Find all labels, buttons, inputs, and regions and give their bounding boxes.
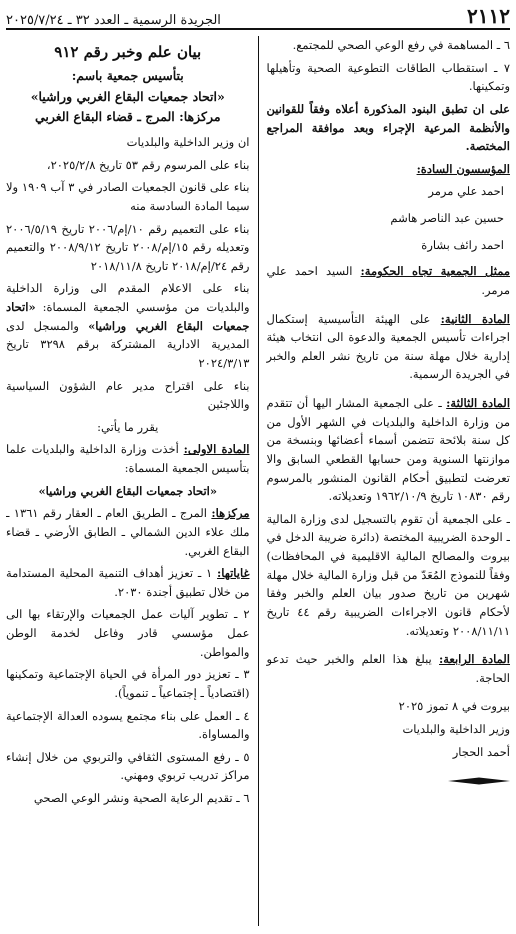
application-note: على ان تطبق البنود المذكورة أعلاه وفقاً للقوانين والأنظمة المرعية الإجراء وبعد موافقة المراجع المختصة. xyxy=(266,101,510,154)
signer-title: وزير الداخلية والبلديات xyxy=(402,722,510,736)
goal-3: ٣ ـ تعزيز دور المرأة في الحياة الإجتماعية وتمكينها (اقتصادياً ـ إجتماعياً ـ تنموياً). xyxy=(6,667,250,700)
association-name-inline: «اتحاد جمعيات البقاع الغربي وراشيا» xyxy=(6,300,250,333)
goal-5: ٥ ـ رفع المستوى الثقافي والتربوي من خلال إنشاء مراكز تدريب تربوي ومهني. xyxy=(6,749,250,783)
decides-heading: يقرر ما يأتي: xyxy=(97,419,159,434)
article-3-label: المادة الثالثة: xyxy=(446,396,510,410)
goal-4: ٤ ـ العمل على بناء مجتمع يسوده العدالة الإجتماعية والمساواة. xyxy=(6,708,250,742)
goal-7: ٧ ـ استقطاب الطاقات التطوعية الصحية وتأهيلها وتمكينها. xyxy=(266,60,510,94)
founders-label: المؤسسون السادة: xyxy=(416,161,510,176)
issue-info: الجريدة الرسمية ـ العدد ٣٢ ـ ٢٠٢٥/٧/٢٤ xyxy=(6,13,221,28)
minister-intro: ان وزير الداخلية والبلديات xyxy=(126,135,250,150)
founders-list xyxy=(267,182,511,254)
headquarters xyxy=(6,504,250,560)
article-1-text: أخذت وزارة الداخلية والبلديات علما بتأسيس الجمعية المسماة: xyxy=(6,442,250,476)
association-name: «اتحاد جمعيات البقاع الغربي وراشيا» xyxy=(30,88,225,104)
association-hq-heading: مركزها: المرج ـ قضاء البقاع الغربي xyxy=(34,108,221,124)
signer-name: أحمد الحجار xyxy=(452,744,510,759)
founder-name: حسين عبد الناصر هاشم xyxy=(390,211,504,225)
article-4-text: يبلغ هذا العلم والخبر حيث تدعو الحاجة. xyxy=(266,652,510,685)
notice-subtitle: بتأسيس جمعية باسم: xyxy=(71,68,184,84)
article-3-text: ـ على الجمعية المشار اليها أن تتقدم من وزارة الداخلية والبلديات في الشهر الأول من كل سنة بلائحة تتضمن أسماء أعضائها وبنسخة من موازنتها السنوية ومن حسابها القطعي السابق والا تعرضت لتطبيق أحكام القانون المنشور بالمرسوم رقم ١٠٨٣٠ تاريخ ١٩٦٢/١٠/٩ وتعديلاته. xyxy=(266,396,510,504)
article-1-association-name: «اتحاد جمعيات البقاع الغربي وراشيا» xyxy=(38,483,218,498)
preamble-5: بناء على اقتراح مدير عام الشؤون السياسية واللاجئين xyxy=(6,378,250,412)
founder-name: احمد رائف بشارة xyxy=(421,237,504,252)
page-number: ٢١١٢ xyxy=(467,4,510,28)
article-1-label: المادة الاولى: xyxy=(183,442,250,457)
government-representative xyxy=(267,262,511,299)
left-column xyxy=(6,36,259,926)
goal-2: ٢ ـ تطوير آليات عمل الجمعيات والإرتقاء بها الى عمل مؤسسي قادر وفاعل لخدمة الوطن والمواطن. xyxy=(6,607,250,659)
goal-6-continued: ٦ ـ المساهمة في رفع الوعي الصحي للمجتمع. xyxy=(292,38,510,52)
goals xyxy=(6,564,250,601)
preamble-2: بناء على قانون الجمعيات الصادر في ٣ آب ١٩٠٩ ولا سيما المادة السادسة منه xyxy=(6,180,250,213)
article-2-text: على الهيئة التأسيسية إستكمال اجراءات تأسيس الجمعية والدعوة الى انتخاب هيئة إدارية خلال مهلة سنة من تاريخ نشر العلم والخبر في الجريدة الرسمية. xyxy=(266,311,510,382)
columns xyxy=(6,36,510,926)
goals-label: غاياتها: xyxy=(217,566,250,581)
right-column xyxy=(259,36,511,926)
preamble-4: بناء على الاعلام المقدم الى وزارة الداخلية والبلديات من مؤسسي الجمعية المسماة: «اتحاد جمعيات البقاع الغربي وراشيا» والمسجل لدى المديرية الادارية المشتركة برقم ٣٢٩٨ تاريخ ٢٠٢٤/٣/١٣ xyxy=(6,281,250,370)
headquarters-label: مركزها: xyxy=(211,506,250,521)
preamble-1: بناء على المرسوم رقم ٥٣ تاريخ ٢٠٢٥/٢/٨، xyxy=(46,157,250,172)
place-date: بيروت في ٨ تموز ٢٠٢٥ xyxy=(398,699,510,714)
article-1 xyxy=(6,440,250,477)
headquarters-text: المرج ـ الطريق العام ـ العقار رقم ١٣٦١ ـ ملك علاء الدين الشمالي ـ الطابق الأرضي ـ قضاء البقاع الغربي. xyxy=(6,506,250,558)
founder-name: احمد علي مرمر xyxy=(428,184,504,199)
notice-title: بيان علم وخبر رقم ٩١٢ xyxy=(54,43,202,61)
article-4 xyxy=(267,650,511,687)
page-header xyxy=(6,4,510,30)
section-separator xyxy=(448,777,510,785)
preamble-3: بناء على التعميم رقم ١٠/إم/٢٠٠٦ تاريخ ٢٠٠٦/٥/١٩ وتعديله رقم ١٥/إم/٢٠٠٨ تاريخ ٢٠٠٨/٩/١٢ والتعميم رقم ٢٤/إم/٢٠١٨ تاريخ ٢٠١٨/١١/٨ xyxy=(6,221,250,273)
goal-6: ٦ ـ تقديم الرعاية الصحية ونشر الوعي الصحي xyxy=(33,791,250,806)
article-2-label: المادة الثانية: xyxy=(440,311,510,326)
goal-1: ١ ـ تعزيز أهداف التنمية المحلية المستدامة من خلال تطبيق أجندة ٢٠٣٠. xyxy=(6,566,250,599)
gov-rep-label: ممثل الجمعية تجاه الحكومة: xyxy=(360,264,510,279)
article-3-tax-registration: ـ على الجمعية أن تقوم بالتسجيل لدى وزارة المالية ـ الوحدة الضريبية المختصة (دائرة ضريبة الدخل في بيروت والمصالح المالية الاقليمية في المحافظات) وفقاً للنموذج المُعَدّ من قبل وزارة المالية خلال مهلة شهرين من تاريخ صدور بيان العلم والخبر وفقا لأحكام قانون الاجراءات الضريبية رقم ٤٤ تاريخ ٢٠٠٨/١١/١١ وتعديلاته. xyxy=(266,511,510,638)
article-4-label: المادة الرابعة: xyxy=(439,652,510,667)
article-2 xyxy=(267,310,511,385)
gov-rep-name: السيد احمد علي مرمر. xyxy=(266,264,510,297)
article-3 xyxy=(267,394,511,506)
